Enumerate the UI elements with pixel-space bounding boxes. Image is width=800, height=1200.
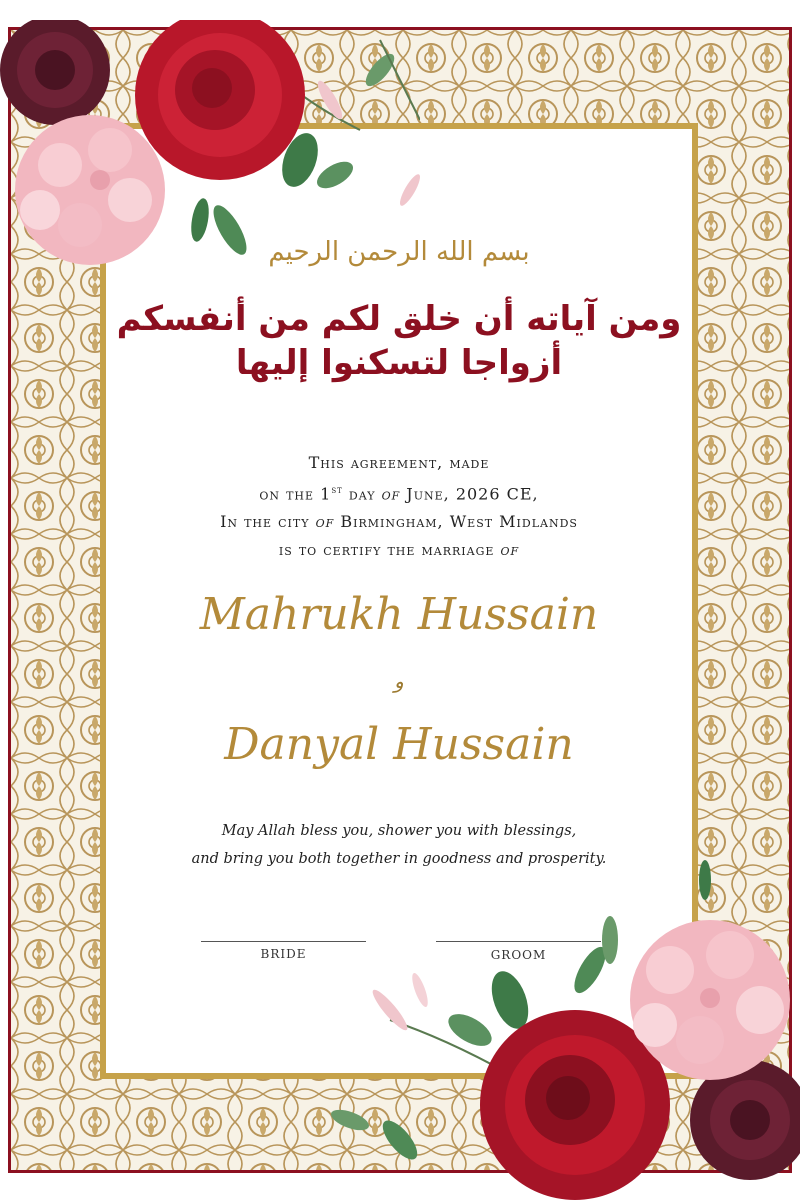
groom-label: GROOM [490, 948, 547, 962]
pink-hydrangea [15, 115, 165, 265]
agreement-line-2: on the 1st day of June, 2026 CE, [259, 484, 539, 504]
quran-verse-calligraphy: ومن آياته أن خلق لكم من أنفسكم أزواجا لتسكنوا إليها [116, 299, 682, 383]
groom-name: Danyal Hussain [224, 719, 574, 770]
pink-hydrangea [630, 920, 790, 1080]
agreement-line-3: In the city of Birmingham, West Midlands [220, 512, 578, 532]
agreement-text [106, 449, 692, 564]
blessing-line-1: May Allah bless you, shower you with blessings, [221, 823, 577, 839]
red-peony [135, 20, 305, 180]
bride-name: Mahrukh Hussain [199, 589, 599, 640]
bismillah-calligraphy: بسم الله الرحمن الرحيم [268, 237, 530, 267]
blessing-line-2: and bring you both together in goodness and prosperity. [191, 851, 607, 867]
floral-corner-bottom-right [290, 860, 800, 1200]
agreement-line-4: is to certify the marriage of [278, 540, 520, 560]
bride-label: BRIDE [260, 947, 307, 961]
astilbe-sprig [369, 971, 431, 1033]
floral-corner-top-left [0, 20, 420, 340]
burgundy-peony [0, 20, 110, 125]
agreement-line-1: This agreement, made [308, 453, 490, 472]
conjunction-calligraphy: و [394, 669, 404, 693]
astilbe-sprig [314, 78, 420, 233]
